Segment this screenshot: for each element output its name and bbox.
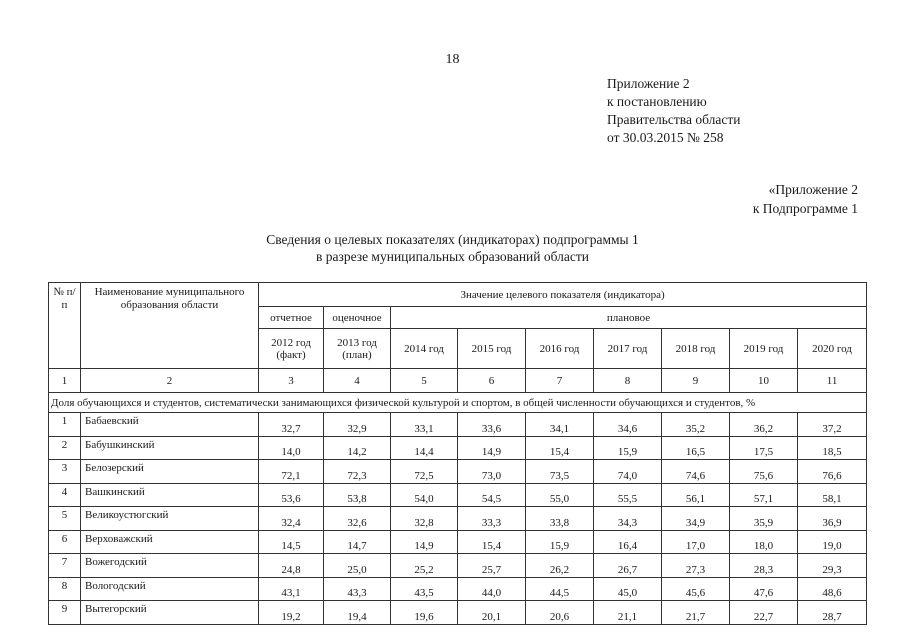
row-number: 6 <box>49 530 81 554</box>
appendix-ref-line: к Подпрограмме 1 <box>752 201 858 216</box>
row-number: 8 <box>49 577 81 601</box>
indicator-value: 74,0 <box>594 460 662 484</box>
approval-line: к постановлению <box>607 94 707 109</box>
indicator-value: 14,9 <box>458 436 526 460</box>
indicator-value: 34,3 <box>594 507 662 531</box>
indicator-value: 56,1 <box>662 483 730 507</box>
indicator-value: 53,6 <box>259 483 324 507</box>
indicator-value: 18,5 <box>798 436 867 460</box>
indicator-value: 35,9 <box>730 507 798 531</box>
indicator-value: 34,9 <box>662 507 730 531</box>
table-row <box>49 554 867 578</box>
header-reported: отчетное <box>259 307 324 329</box>
header-planned: плановое <box>391 307 867 329</box>
column-number: 5 <box>391 369 458 393</box>
indicator-value: 72,3 <box>324 460 391 484</box>
column-number: 1 <box>49 369 81 393</box>
indicator-value: 75,6 <box>730 460 798 484</box>
approval-line: Приложение 2 <box>607 76 690 91</box>
row-number: 4 <box>49 483 81 507</box>
row-number: 2 <box>49 436 81 460</box>
header-year: 2019 год <box>730 329 798 369</box>
column-number: 11 <box>798 369 867 393</box>
municipality-name: Бабаевский <box>81 413 259 437</box>
indicator-value: 28,3 <box>730 554 798 578</box>
appendix-reference <box>753 180 858 218</box>
indicator-value: 72,5 <box>391 460 458 484</box>
indicator-value: 45,0 <box>594 577 662 601</box>
indicator-value: 22,7 <box>730 601 798 625</box>
header-year: 2017 год <box>594 329 662 369</box>
page-number: 18 <box>445 52 460 67</box>
appendix-ref-line: «Приложение 2 <box>768 182 858 197</box>
indicator-value: 43,1 <box>259 577 324 601</box>
indicator-value: 72,1 <box>259 460 324 484</box>
row-number: 7 <box>49 554 81 578</box>
table-row <box>49 436 867 460</box>
indicator-value: 32,7 <box>259 413 324 437</box>
municipality-name: Верховажский <box>81 530 259 554</box>
document-title <box>0 231 905 265</box>
section-heading: Доля обучающихся и студентов, систематически занимающихся физической культурой и спортом, в общей численности обучающихся и студентов, % <box>49 393 867 413</box>
title-line: Сведения о целевых показателях (индикаторах) подпрограммы 1 <box>266 232 639 247</box>
indicator-value: 33,8 <box>526 507 594 531</box>
table-row <box>49 483 867 507</box>
indicator-value: 15,9 <box>594 436 662 460</box>
header-year: 2018 год <box>662 329 730 369</box>
header-year: 2014 год <box>391 329 458 369</box>
municipality-name: Великоустюгский <box>81 507 259 531</box>
header-year: 2020 год <box>798 329 867 369</box>
table-row <box>49 530 867 554</box>
column-number: 4 <box>324 369 391 393</box>
municipality-name: Вожегодский <box>81 554 259 578</box>
indicator-value: 25,7 <box>458 554 526 578</box>
indicator-value: 15,4 <box>458 530 526 554</box>
table-row <box>49 577 867 601</box>
indicator-value: 74,6 <box>662 460 730 484</box>
indicator-value: 44,0 <box>458 577 526 601</box>
row-number: 3 <box>49 460 81 484</box>
approval-line: от 30.03.2015 № 258 <box>607 130 724 145</box>
indicator-value: 28,7 <box>798 601 867 625</box>
indicator-value: 76,6 <box>798 460 867 484</box>
indicator-value: 48,6 <box>798 577 867 601</box>
indicator-value: 14,5 <box>259 530 324 554</box>
indicator-value: 73,5 <box>526 460 594 484</box>
indicator-value: 34,1 <box>526 413 594 437</box>
header-name: Наименование муниципального образования области <box>81 283 259 369</box>
indicator-value: 15,4 <box>526 436 594 460</box>
indicator-value: 35,2 <box>662 413 730 437</box>
indicator-value: 20,6 <box>526 601 594 625</box>
column-number: 7 <box>526 369 594 393</box>
header-value-group: Значение целевого показателя (индикатора) <box>259 283 867 307</box>
indicator-value: 36,2 <box>730 413 798 437</box>
indicator-value: 14,7 <box>324 530 391 554</box>
column-number: 3 <box>259 369 324 393</box>
indicator-value: 44,5 <box>526 577 594 601</box>
header-year: 2013 год (план) <box>324 329 391 369</box>
table-row <box>49 460 867 484</box>
indicator-value: 34,6 <box>594 413 662 437</box>
indicator-value: 14,0 <box>259 436 324 460</box>
approval-block <box>607 75 740 147</box>
municipality-name: Белозерский <box>81 460 259 484</box>
column-number: 8 <box>594 369 662 393</box>
indicator-value: 16,4 <box>594 530 662 554</box>
indicator-value: 32,8 <box>391 507 458 531</box>
indicator-value: 32,4 <box>259 507 324 531</box>
indicator-value: 45,6 <box>662 577 730 601</box>
indicator-value: 19,4 <box>324 601 391 625</box>
indicator-value: 14,2 <box>324 436 391 460</box>
indicator-value: 16,5 <box>662 436 730 460</box>
indicator-value: 20,1 <box>458 601 526 625</box>
column-number: 6 <box>458 369 526 393</box>
indicator-value: 14,4 <box>391 436 458 460</box>
header-estimated: оценочное <box>324 307 391 329</box>
indicator-value: 33,6 <box>458 413 526 437</box>
indicator-value: 27,3 <box>662 554 730 578</box>
indicator-value: 55,0 <box>526 483 594 507</box>
header-year: 2012 год (факт) <box>259 329 324 369</box>
indicator-value: 29,3 <box>798 554 867 578</box>
indicator-value: 32,9 <box>324 413 391 437</box>
indicator-value: 33,1 <box>391 413 458 437</box>
title-line: в разрезе муниципальных образований области <box>316 249 589 264</box>
indicator-value: 19,2 <box>259 601 324 625</box>
row-number: 1 <box>49 413 81 437</box>
indicator-value: 17,5 <box>730 436 798 460</box>
municipality-name: Вашкинский <box>81 483 259 507</box>
row-number: 9 <box>49 601 81 625</box>
indicator-value: 58,1 <box>798 483 867 507</box>
indicator-value: 25,0 <box>324 554 391 578</box>
indicator-value: 54,5 <box>458 483 526 507</box>
header-year: 2016 год <box>526 329 594 369</box>
indicator-value: 57,1 <box>730 483 798 507</box>
indicator-value: 33,3 <box>458 507 526 531</box>
indicator-value: 21,1 <box>594 601 662 625</box>
indicator-value: 32,6 <box>324 507 391 531</box>
municipality-name: Вытегорский <box>81 601 259 625</box>
indicator-value: 14,9 <box>391 530 458 554</box>
header-num: № п/п <box>49 283 81 369</box>
column-number: 10 <box>730 369 798 393</box>
indicator-value: 55,5 <box>594 483 662 507</box>
indicator-value: 43,3 <box>324 577 391 601</box>
indicator-value: 25,2 <box>391 554 458 578</box>
indicator-value: 17,0 <box>662 530 730 554</box>
indicator-value: 19,6 <box>391 601 458 625</box>
indicator-value: 19,0 <box>798 530 867 554</box>
municipality-name: Бабушкинский <box>81 436 259 460</box>
indicator-value: 73,0 <box>458 460 526 484</box>
indicator-value: 37,2 <box>798 413 867 437</box>
indicator-value: 26,7 <box>594 554 662 578</box>
table-row <box>49 413 867 437</box>
indicator-value: 36,9 <box>798 507 867 531</box>
column-number: 9 <box>662 369 730 393</box>
indicator-value: 24,8 <box>259 554 324 578</box>
indicator-value: 53,8 <box>324 483 391 507</box>
indicator-value: 21,7 <box>662 601 730 625</box>
approval-line: Правительства области <box>607 112 741 127</box>
indicator-value: 26,2 <box>526 554 594 578</box>
indicators-table <box>48 282 867 625</box>
table-row <box>49 507 867 531</box>
indicator-value: 18,0 <box>730 530 798 554</box>
indicator-value: 15,9 <box>526 530 594 554</box>
indicator-value: 54,0 <box>391 483 458 507</box>
header-year: 2015 год <box>458 329 526 369</box>
municipality-name: Вологодский <box>81 577 259 601</box>
indicator-value: 47,6 <box>730 577 798 601</box>
row-number: 5 <box>49 507 81 531</box>
table-row <box>49 601 867 625</box>
column-number: 2 <box>81 369 259 393</box>
indicator-value: 43,5 <box>391 577 458 601</box>
